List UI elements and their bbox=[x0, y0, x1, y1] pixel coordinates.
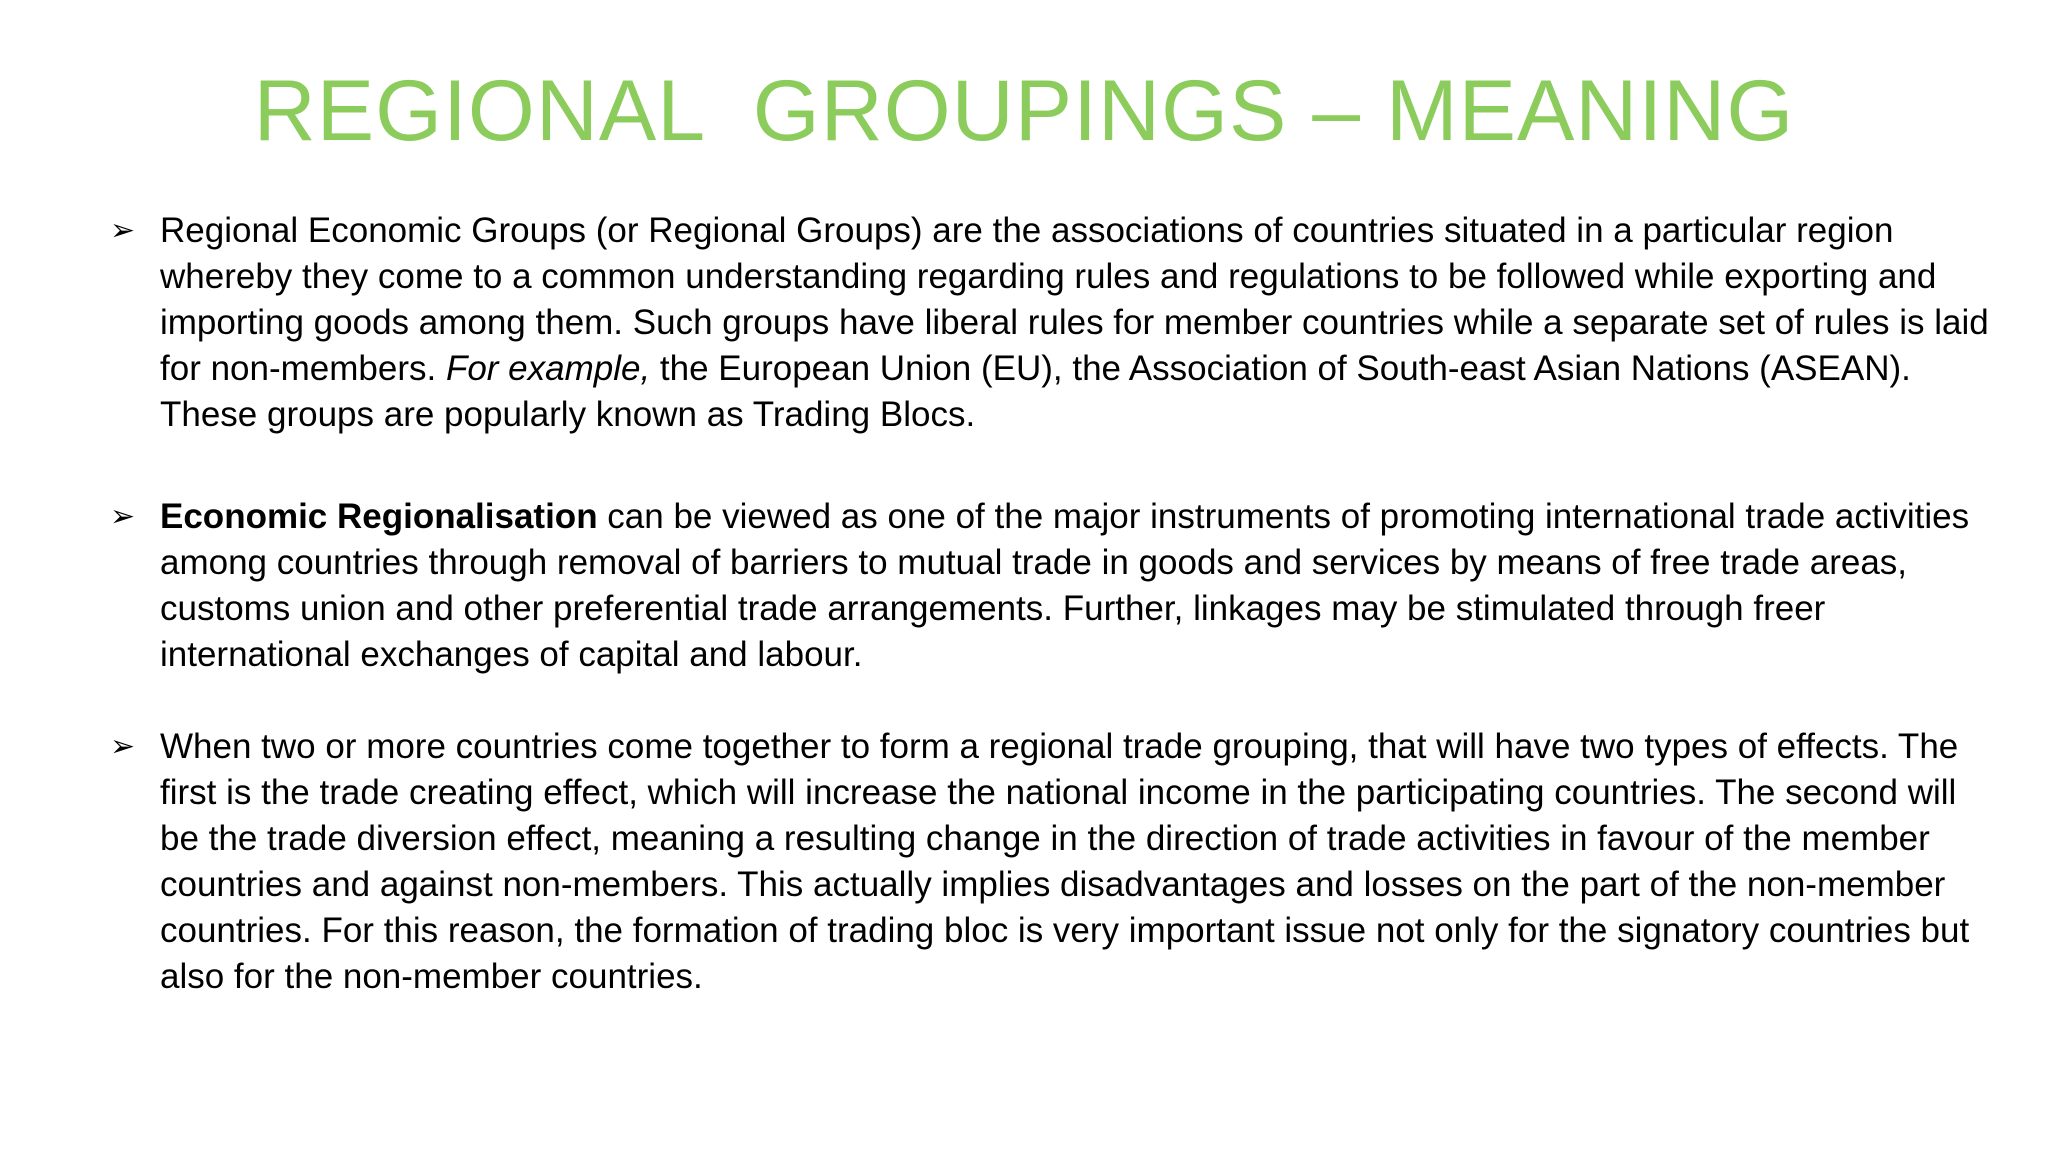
bullet-item bbox=[110, 208, 1990, 438]
bullet-item bbox=[110, 494, 1990, 678]
bullet-item bbox=[110, 724, 1990, 1000]
italic-phrase: For example, bbox=[445, 349, 651, 388]
bullet-list bbox=[110, 208, 1990, 1000]
bullet-text-part: the European Union (EU), the Association of South-east Asian Nations (ASEAN). These groups are popularly known as Trading Blocs. bbox=[160, 349, 1911, 434]
slide-title: REGIONAL GROUPINGS – MEANING bbox=[253, 63, 1795, 159]
arrow-bullet-icon: ➢ bbox=[110, 729, 136, 764]
bullet-text bbox=[160, 494, 1990, 678]
bullet-text: When two or more countries come together to form a regional trade grouping, that will have two types of effects. The first is the trade creating effect, which will increase the national income in the participating countries. The second will be the trade diversion effect, meaning a resulting change in the direction of trade activities in favour of the member countries and against non-members. This actually implies disadvantages and losses on the part of the non-member countries. For this reason, the formation of trading bloc is very important issue not only for the signatory countries but also for the non-member countries. bbox=[160, 727, 1970, 996]
bullet-text-part: Regional Economic Groups (or Regional Groups) are the associations of countries situated in a particular region whereby they come to a common understanding regarding rules and regulations to be followed while exporting and importing goods among them. Such groups have liberal rules for member countries while a separate set of rules is laid for non-members. bbox=[160, 211, 1989, 388]
bold-term: Economic Regionalisation bbox=[160, 497, 598, 536]
bullet-text bbox=[160, 208, 1990, 438]
arrow-bullet-icon: ➢ bbox=[110, 213, 136, 248]
bullet-text-part: can be viewed as one of the major instruments of promoting international trade activities among countries through removal of barriers to mutual trade in goods and services by means of free trade areas, customs union and other preferential trade arrangements. Further, linkages may be stimulated through freer international exchanges of capital and labour. bbox=[160, 497, 1970, 674]
arrow-bullet-icon: ➢ bbox=[110, 499, 136, 534]
